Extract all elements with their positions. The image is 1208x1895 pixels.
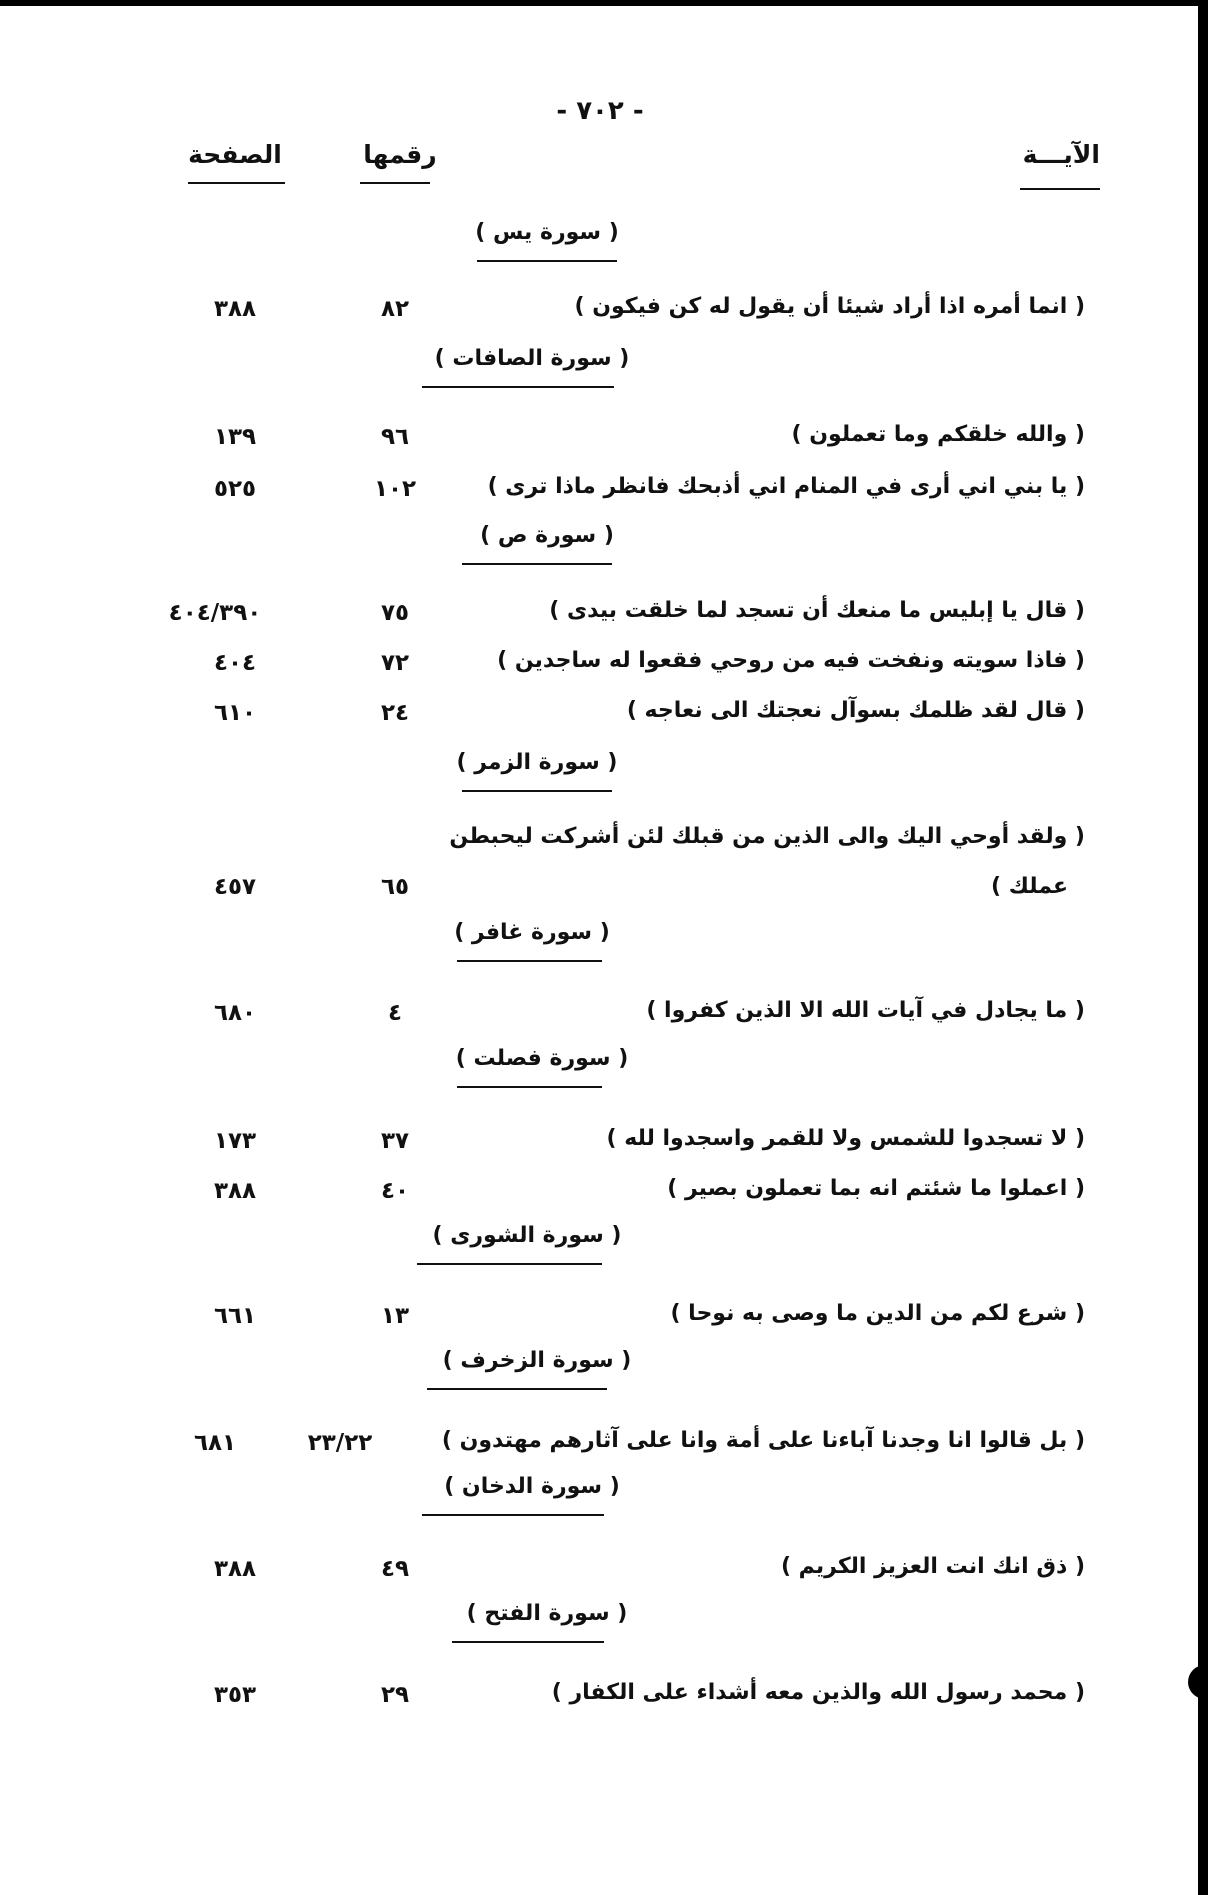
ayah-number: ٦٥: [380, 874, 410, 900]
ayah-page: ٣٨٨: [213, 296, 257, 322]
ayah-page: ٣٨٨: [213, 1178, 257, 1204]
ayah-text-continuation: عملك ): [991, 874, 1068, 899]
ayah-text: ( قال يا إبليس ما منعك أن تسجد لما خلقت بيدى ): [549, 598, 1085, 623]
header-ayah-underline: [1020, 188, 1100, 190]
ayah-text: ( يا بني اني أرى في المنام اني أذبحك فانظر ماذا ترى ): [487, 474, 1085, 499]
surah-underline: [457, 960, 602, 962]
ayah-number: ٤٩: [380, 1556, 410, 1582]
surah-heading: ( سورة الزخرف ): [442, 1348, 632, 1373]
header-raqm-underline: [360, 182, 430, 184]
scan-border-right: [1198, 0, 1208, 1895]
ayah-text: ( لا تسجدوا للشمس ولا للقمر واسجدوا لله ): [606, 1126, 1085, 1151]
ayah-page: ١٣٩: [213, 424, 257, 450]
header-raqm: رقمها: [363, 140, 437, 169]
ayah-page: ٤٠٤/٣٩٠: [168, 600, 262, 626]
ayah-number: ٤: [387, 1000, 403, 1026]
ayah-text: ( اعملوا ما شئتم انه بما تعملون بصير ): [667, 1176, 1085, 1201]
ayah-number: ٢٩: [380, 1682, 410, 1708]
ayah-number: ٢٣/٢٢: [307, 1430, 373, 1456]
surah-underline: [422, 386, 614, 388]
surah-heading: ( سورة الدخان ): [444, 1474, 620, 1499]
scan-punch-hole: [1188, 1665, 1208, 1699]
ayah-page: ٣٥٣: [213, 1682, 257, 1708]
ayah-number: ١٣: [380, 1303, 410, 1329]
header-page: الصفحة: [188, 140, 282, 169]
page-number: - ٧٠٢ -: [556, 96, 644, 126]
surah-heading: ( سورة غافر ): [454, 920, 610, 945]
ayah-number: ٧٥: [380, 600, 410, 626]
ayah-text: ( شرع لكم من الدين ما وصى به نوحا ): [670, 1301, 1085, 1326]
ayah-page: ٣٨٨: [213, 1556, 257, 1582]
ayah-page: ٦١٠: [213, 700, 257, 726]
surah-heading: ( سورة ص ): [480, 523, 614, 548]
scan-border-top: [0, 0, 1208, 6]
ayah-number: ٨٢: [380, 296, 410, 322]
ayah-number: ٣٧: [380, 1128, 410, 1154]
ayah-number: ٢٤: [380, 700, 410, 726]
surah-underline: [417, 1263, 602, 1265]
ayah-number: ٩٦: [380, 424, 410, 450]
ayah-text: ( ولقد أوحي اليك والى الذين من قبلك لئن أشركت ليحبطن: [449, 824, 1085, 849]
surah-heading: ( سورة الفتح ): [466, 1601, 628, 1626]
ayah-page: ٦٦١: [213, 1303, 257, 1329]
header-ayah: الآيـــة: [1022, 140, 1100, 169]
surah-underline: [457, 1086, 602, 1088]
header-page-underline: [188, 182, 285, 184]
ayah-page: ٤٠٤: [213, 650, 257, 676]
surah-underline: [477, 260, 617, 262]
ayah-text: ( ما يجادل في آيات الله الا الذين كفروا ): [646, 998, 1085, 1023]
ayah-page: ٦٨١: [193, 1430, 237, 1456]
ayah-text: ( محمد رسول الله والذين معه أشداء على الكفار ): [551, 1680, 1085, 1705]
surah-underline: [427, 1388, 607, 1390]
surah-underline: [452, 1641, 604, 1643]
surah-heading: ( سورة الشورى ): [432, 1223, 622, 1248]
ayah-text: ( انما أمره اذا أراد شيئا أن يقول له كن فيكون ): [574, 294, 1085, 319]
surah-underline: [462, 790, 612, 792]
surah-heading: ( سورة يس ): [475, 220, 619, 245]
ayah-page: ١٧٣: [213, 1128, 257, 1154]
ayah-page: ٦٨٠: [213, 1000, 257, 1026]
ayah-text: ( بل قالوا انا وجدنا آباءنا على أمة وانا على آثارهم مهتدون ): [441, 1428, 1085, 1453]
ayah-page: ٥٢٥: [213, 476, 257, 502]
surah-heading: ( سورة الصافات ): [434, 346, 630, 371]
ayah-page: ٤٥٧: [213, 874, 257, 900]
ayah-text: ( ذق انك انت العزيز الكريم ): [780, 1554, 1085, 1579]
ayah-text: ( فاذا سويته ونفخت فيه من روحي فقعوا له ساجدين ): [497, 648, 1085, 673]
surah-underline: [462, 563, 612, 565]
ayah-number: ١٠٢: [373, 476, 417, 502]
surah-heading: ( سورة الزمر ): [456, 750, 618, 775]
ayah-text: ( قال لقد ظلمك بسوآل نعجتك الى نعاجه ): [626, 698, 1085, 723]
surah-heading: ( سورة فصلت ): [455, 1046, 629, 1071]
ayah-number: ٤٠: [380, 1178, 410, 1204]
surah-underline: [422, 1514, 604, 1516]
ayah-text: ( والله خلقكم وما تعملون ): [791, 422, 1085, 447]
ayah-number: ٧٢: [380, 650, 410, 676]
